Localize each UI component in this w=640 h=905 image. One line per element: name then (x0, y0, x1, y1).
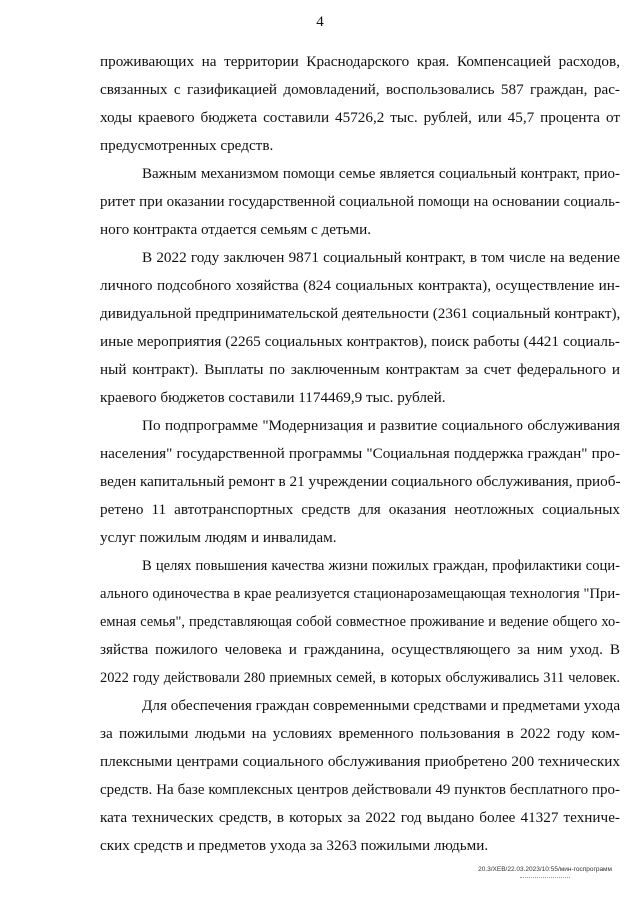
text-line: ритет при оказании государственной социальной помощи на основании социаль- (100, 194, 620, 210)
page-number: 4 (316, 14, 324, 30)
document-stamp: 20.3/ХЕВ/22.03.2023/10:55/мин-госпрограмм (478, 866, 612, 873)
text-line: средств. На базе комплексных центров действовали 49 пунктов бесплатного про- (100, 782, 620, 798)
text-line: дивидуальной предпринимательской деятельности (2361 социальный контракт), (100, 305, 621, 322)
text-line: 2022 году действовали 280 приемных семей, в которых обслуживались 311 человек. (100, 670, 620, 686)
text-line: Для обеспечения граждан современными средствами и предметами ухода (142, 697, 621, 714)
text-line: ката технических средств, в которых за 2022 год выдано более 41327 техниче- (100, 809, 620, 826)
text-line: емная семья", представляющая собой совместное проживание и ведение общего хо- (100, 614, 620, 630)
text-line: Важным механизмом помощи семье является социальный контракт, прио- (142, 166, 620, 182)
text-line: ходы краевого бюджета составили 45726,2 тыс. рублей, или 45,7 процента от (100, 109, 620, 126)
text-line: ретено 11 автотранспортных средств для оказания неотложных социальных (100, 501, 620, 518)
text-line: В целях повышения качества жизни пожилых граждан, профилактики соци- (142, 558, 620, 574)
text-line: ских средств и предметов ухода за 3263 пожилыми людьми. (100, 837, 489, 854)
text-line: населения" государственной программы "Социальная поддержка граждан" про- (100, 445, 620, 462)
text-line: предусмотренных средств. (100, 137, 274, 154)
text-line: ного контракта отдается семьям с детьми. (100, 221, 372, 238)
text-line: иные мероприятия (2265 социальных контрактов), поиск работы (4421 социаль- (100, 333, 620, 350)
text-line: ный контракт). Выплаты по заключенным контрактам за счет федерального и (100, 361, 620, 378)
text-line: зяйства пожилого человека и гражданина, осуществляющего за ним уход. В (100, 641, 620, 658)
text-line: веден капитальный ремонт в 21 учреждении социального обслуживания, приоб- (100, 473, 621, 490)
text-line: В 2022 году заключен 9871 социальный контракт, в том числе на ведение (142, 249, 620, 266)
text-line: связанных с газификацией домовладений, воспользовались 587 граждан, рас- (100, 81, 620, 98)
footer-mark (520, 877, 570, 879)
text-line: личного подсобного хозяйства (824 социальных контракта), осуществление ин- (100, 277, 620, 294)
text-line: за пожилыми людьми на условиях временного пользования в 2022 году ком- (100, 725, 620, 742)
text-line: По подпрограмме "Модернизация и развитие социального обслуживания (142, 417, 620, 434)
text-line: плексными центрами социального обслуживания приобретено 200 технических (100, 753, 620, 770)
text-line: ального одиночества в крае реализуется стационарозамещающая технология "При- (100, 586, 620, 602)
text-line: проживающих на территории Краснодарского края. Компенсацией расходов, (100, 53, 620, 70)
text-line: услуг пожилым людям и инвалидам. (100, 529, 337, 546)
text-line: краевого бюджетов составили 1174469,9 тыс. рублей. (100, 389, 446, 406)
